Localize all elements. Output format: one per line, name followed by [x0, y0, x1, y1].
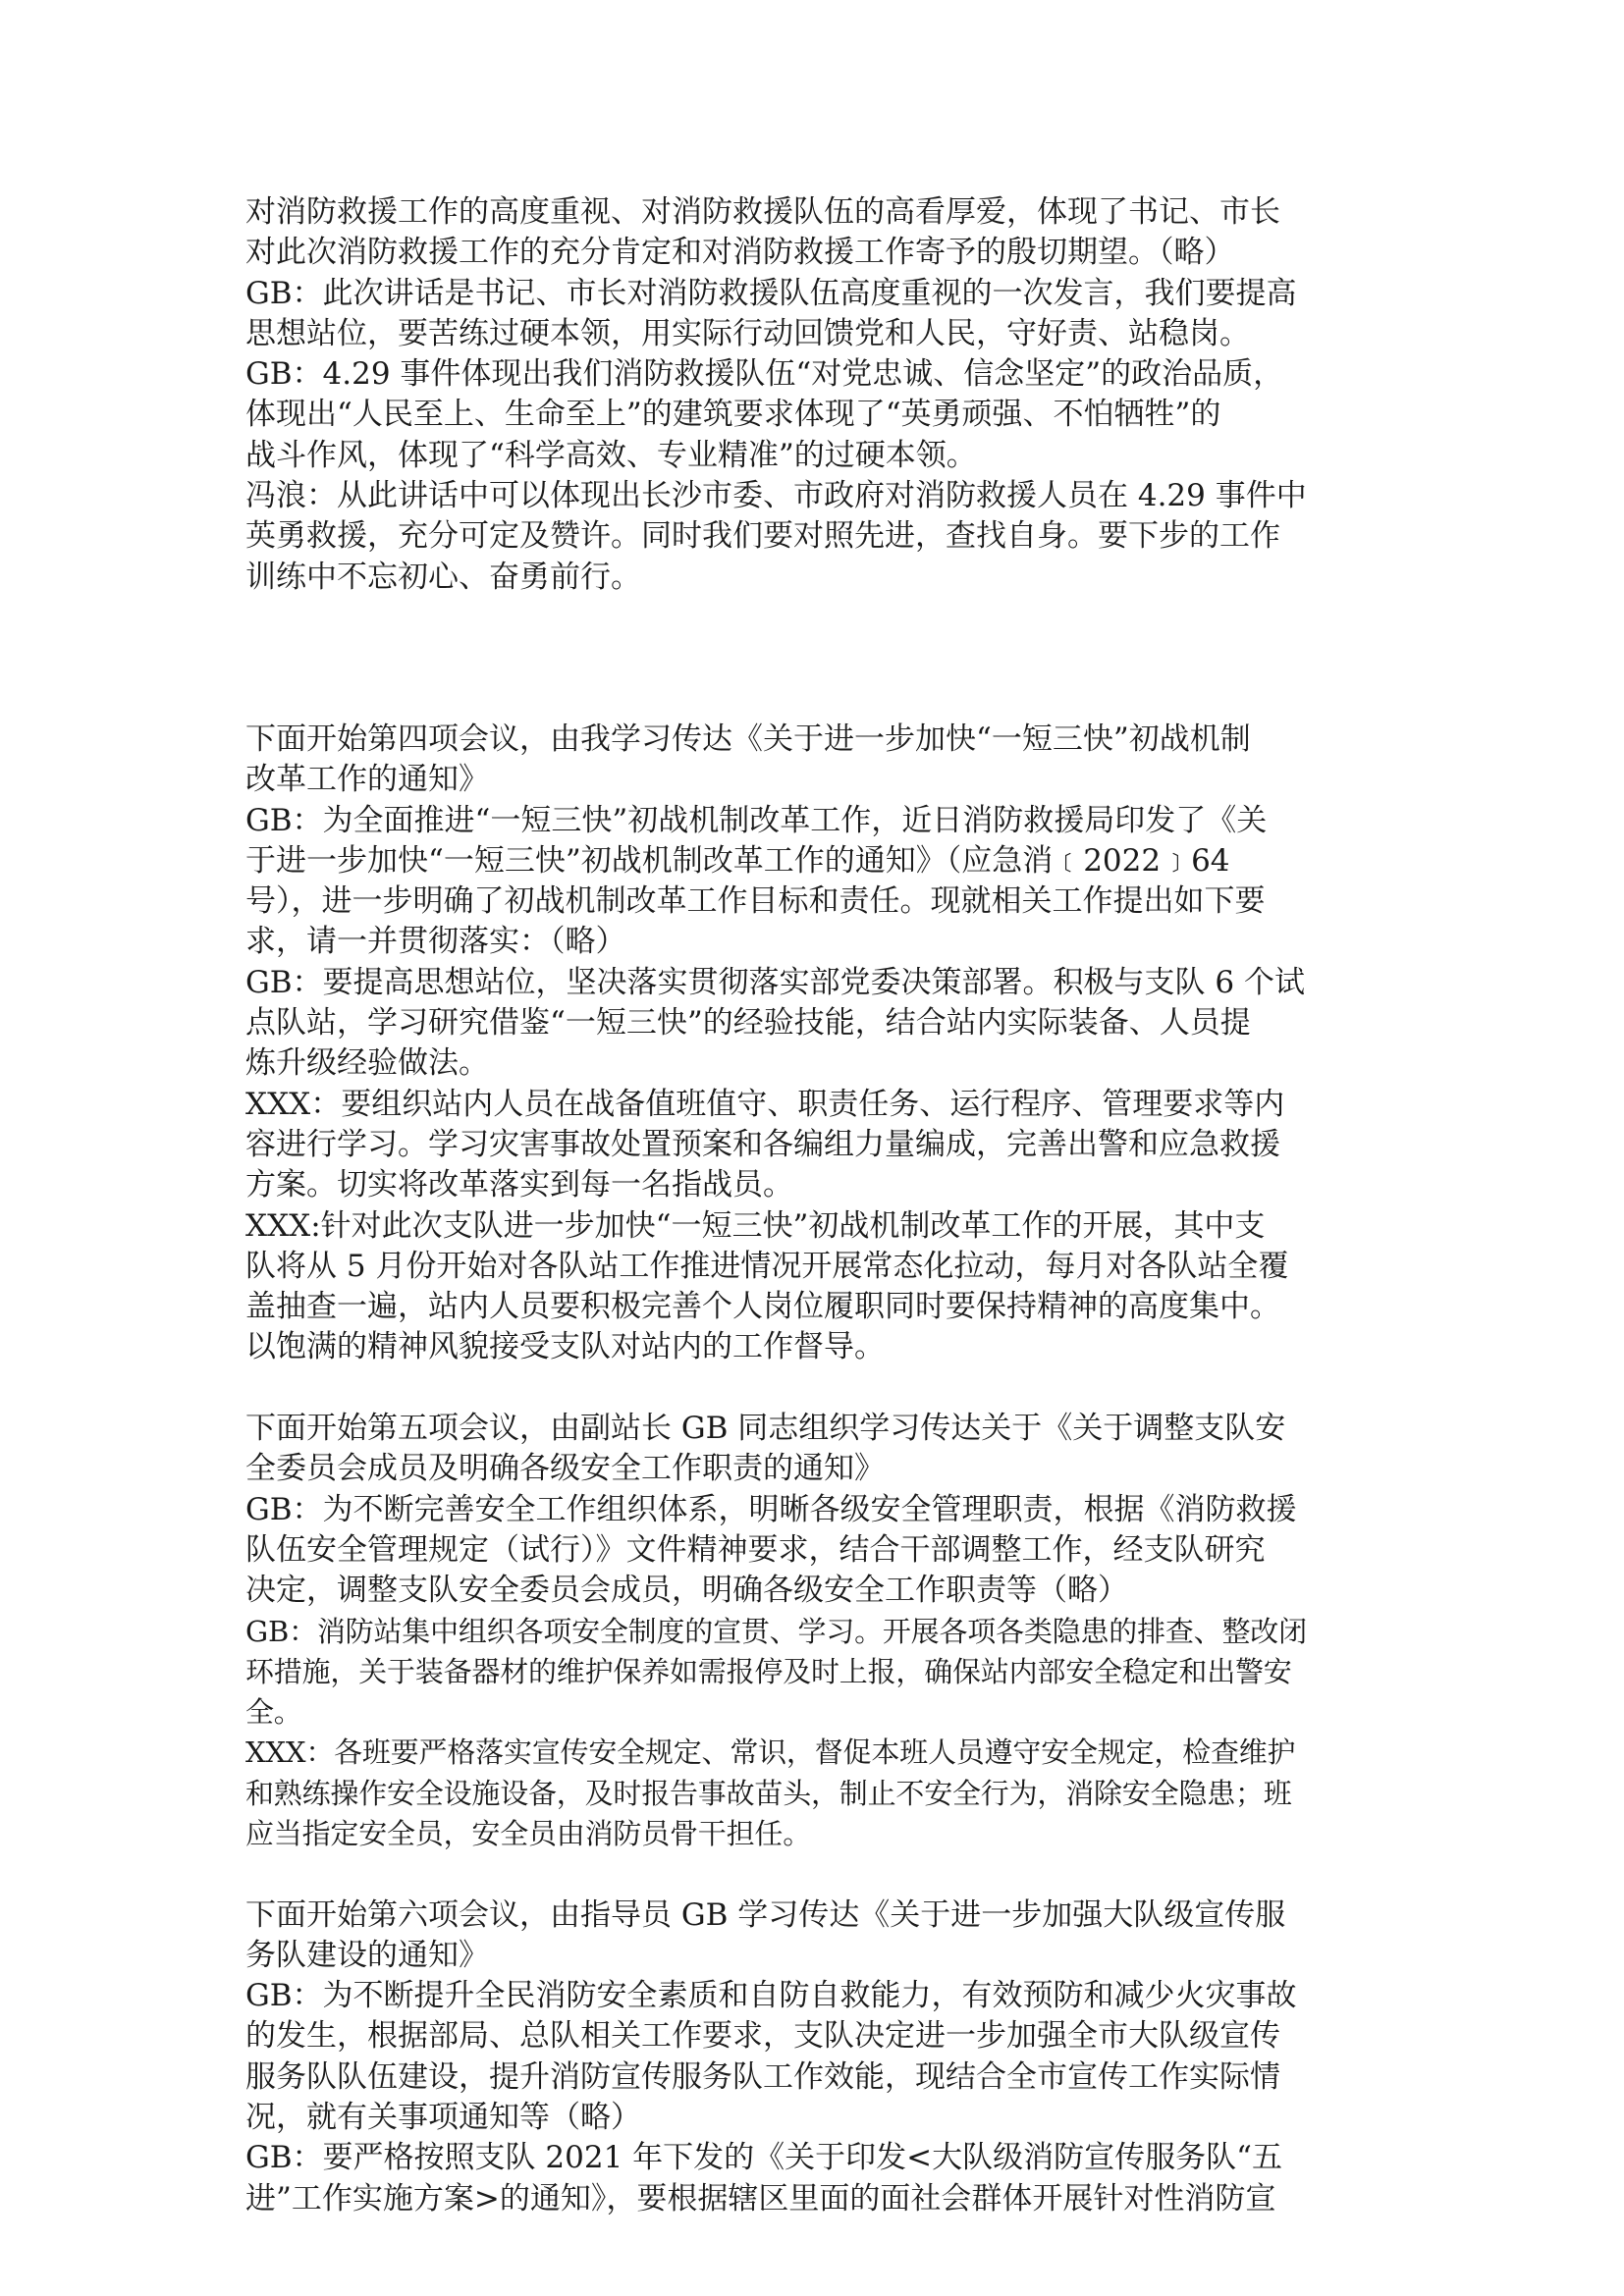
- section-agenda-item-5: [245, 1409, 1384, 1854]
- text-line: GB：4.29 事件体现出我们消防救援队伍“对党忠诚、信念坚定”的政治品质，: [245, 356, 1284, 393]
- agenda-heading-line: 全委员会成员及明确各级安全工作职责的通知》: [245, 1451, 885, 1487]
- agenda-heading-line: 下面开始第六项会议，由指导员 GB 学习传达《关于进一步加强大队级宣传服: [245, 1896, 1286, 1933]
- text-line: 队将从 5 月份开始对各队站工作推进情况开展常态化拉动，每月对各队站全覆: [245, 1248, 1289, 1284]
- section-spacer: [245, 1854, 1384, 1895]
- text-line: 服务队队伍建设，提升消防宣传服务队工作效能，现结合全市宣传工作实际情: [245, 2058, 1280, 2095]
- text-line: GB：为不断完善安全工作组织体系，明晰各级安全管理职责，根据《消防救援: [245, 1491, 1297, 1527]
- section-speech-discussion: [245, 192, 1384, 598]
- agenda-heading-line: 务队建设的通知》: [245, 1937, 489, 1973]
- agenda-heading-line: 下面开始第五项会议，由副站长 GB 同志组织学习传达关于《关于调整支队安: [245, 1411, 1286, 1447]
- text-line: 应当指定安全员，安全员由消防员骨干担任。: [245, 1816, 812, 1850]
- text-line: XXX：要组织站内人员在战备值班值守、职责任务、运行程序、管理要求等内: [245, 1086, 1285, 1122]
- text-line: 体现出“人民至上、生命至上”的建筑要求体现了“英勇顽强、不怕牺牲”的: [245, 397, 1221, 433]
- text-line: 决定，调整支队安全委员会成员，明确各级安全工作职责等（略）: [245, 1573, 1128, 1609]
- text-line: 方案。切实将改革落实到每一名指战员。: [245, 1167, 793, 1203]
- text-line: 环措施，关于装备器材的维护保养如需报停及时上报，确保站内部安全稳定和出警安: [245, 1654, 1292, 1688]
- document-body: [245, 192, 1384, 2219]
- text-line: 全。: [245, 1695, 302, 1730]
- section-agenda-item-6: [245, 1896, 1384, 2219]
- text-line: 冯浪：从此讲话中可以体现出长沙市委、市政府对消防救援人员在 4.29 事件中: [245, 478, 1307, 514]
- text-line: XXX：各班要严格落实宣传安全规定、常识，督促本班人员遵守安全规定，检查维护: [245, 1735, 1296, 1770]
- text-line: 容进行学习。学习灾害事故处置预案和各编组力量编成，完善出警和应急救援: [245, 1126, 1280, 1162]
- text-line: GB：消防站集中组织各项安全制度的宣贯、学习。开展各项各类隐患的排查、整改闭: [245, 1614, 1307, 1648]
- text-line: 况，就有关事项通知等（略）: [245, 2100, 641, 2136]
- section-spacer: [245, 1368, 1384, 1409]
- agenda-heading-line: 下面开始第四项会议，由我学习传达《关于进一步加快“一短三快”初战机制: [245, 721, 1251, 757]
- text-line: 战斗作风，体现了“科学高效、专业精准”的过硬本领。: [245, 437, 977, 473]
- text-line: XXX:针对此次支队进一步加快“一短三快”初战机制改革工作的开展，其中支: [245, 1207, 1266, 1244]
- text-line: 思想站位，要苦练过硬本领，用实际行动回馈党和人民，守好责、站稳岗。: [245, 315, 1250, 351]
- text-line: GB：要提高思想站位，坚决落实贯彻落实部党委决策部署。积极与支队 6 个试: [245, 964, 1305, 1000]
- text-line: GB：为全面推进“一短三快”初战机制改革工作，近日消防救援局印发了《关: [245, 802, 1268, 838]
- text-line: 炼升级经验做法。: [245, 1045, 489, 1082]
- text-line: 于进一步加快“一短三快”初战机制改革工作的通知》（应急消﹝2022﹞64: [245, 842, 1230, 879]
- text-line: 和熟练操作安全设施设备，及时报告事故苗头，制止不安全行为，消除安全隐患；班: [245, 1776, 1292, 1810]
- text-line: 训练中不忘初心、奋勇前行。: [245, 559, 641, 595]
- text-line: 对消防救援工作的高度重视、对消防救援队伍的高看厚爱，体现了书记、市长: [245, 194, 1280, 230]
- text-line: GB：此次讲话是书记、市长对消防救援队伍高度重视的一次发言，我们要提高: [245, 275, 1297, 311]
- text-line: GB：要严格按照支队 2021 年下发的《关于印发<大队级消防宣传服务队“五: [245, 2140, 1282, 2176]
- text-line: 英勇救援，充分可定及赞许。同时我们要对照先进，查找自身。要下步的工作: [245, 518, 1280, 555]
- text-line: 求，请一并贯彻落实：（略）: [245, 924, 626, 960]
- agenda-heading-line: 改革工作的通知》: [245, 762, 489, 798]
- text-line: 的发生，根据部局、总队相关工作要求，支队决定进一步加强全市大队级宣传: [245, 2018, 1280, 2055]
- text-line: 盖抽查一遍，站内人员要积极完善个人岗位履职同时要保持精神的高度集中。: [245, 1289, 1280, 1325]
- text-line: 进”工作实施方案>的通知》，要根据辖区里面的面社会群体开展针对性消防宣: [245, 2180, 1276, 2216]
- text-line: 号），进一步明确了初战机制改革工作目标和责任。现就相关工作提出如下要: [245, 883, 1266, 920]
- text-line: 队伍安全管理规定（试行）》文件精神要求，结合干部调整工作，经支队研究: [245, 1531, 1266, 1568]
- text-line: GB：为不断提升全民消防安全素质和自防自救能力，有效预防和减少火灾事故: [245, 1978, 1297, 2014]
- text-line: 对此次消防救援工作的充分肯定和对消防救援工作寄予的殷切期望。（略）: [245, 235, 1235, 271]
- section-agenda-item-4: [245, 720, 1384, 1368]
- text-line: 以饱满的精神风貌接受支队对站内的工作督导。: [245, 1329, 885, 1365]
- section-spacer: [245, 598, 1384, 720]
- text-line: 点队站，学习研究借鉴“一短三快”的经验技能，结合站内实际装备、人员提: [245, 1005, 1251, 1041]
